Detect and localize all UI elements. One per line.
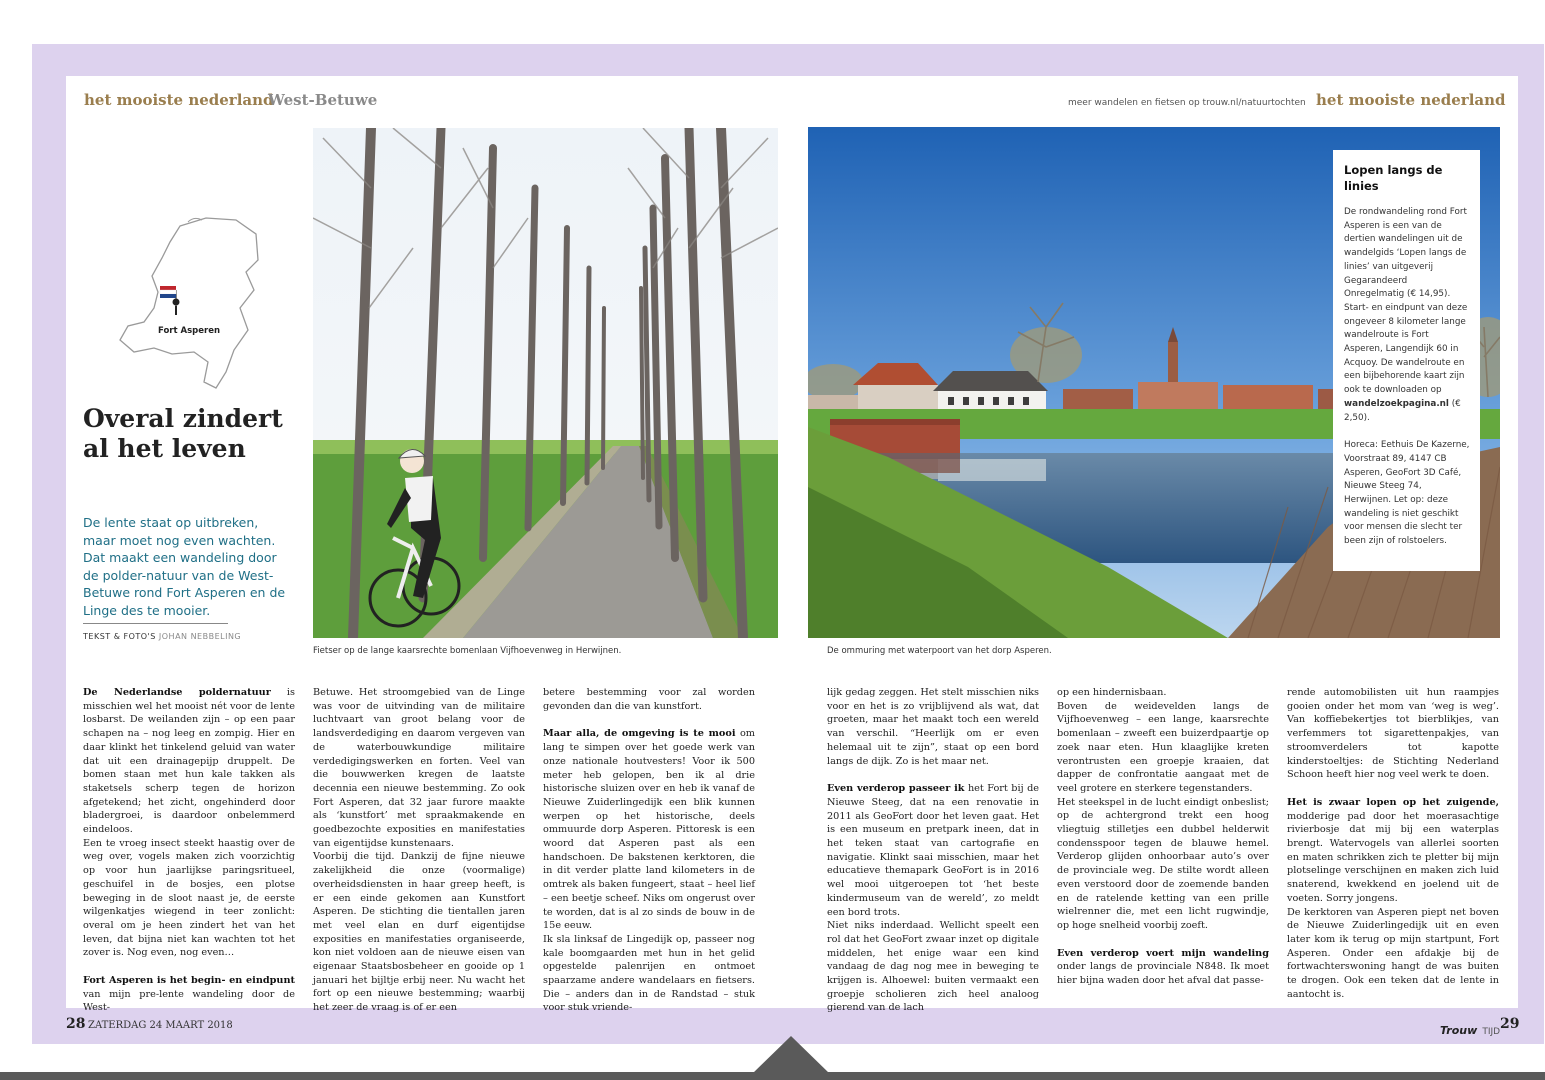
paragraph-text: het Fort bij de Nieuwe Steeg, dat na een renovatie in 2011 als GeoFort door het leven gaat. Het is een museum en pretpark ineen, dat in het teken staat van cartografie en navigatie. Klinkt saai misschien, maar het educatieve themapark GeoFort is in 2016 wel mooi uitgeroepen tot ‘het beste kindermuseum van de wereld’, zo meldt een bord trots. — [827, 783, 1039, 918]
paragraph: op een hindernisbaan. — [1057, 687, 1167, 698]
netherlands-map-icon — [108, 212, 268, 394]
cyclist-photo — [313, 128, 778, 638]
paragraph — [83, 686, 295, 837]
article-intro: De lente staat op uitbreken, maar moet nog even wachten. Dat maakt een wandeling door de polder-natuur van de West-Betuwe rond Fort Asperen en de Linge des te mooier. — [83, 515, 286, 618]
credit-label: TEKST & FOTO'S — [83, 632, 156, 641]
paragraph-text: is misschien wel het mooist nét voor de lente losbarst. De weilanden zijn – op een paar schapen na – nog leeg en zompig. Hier en daar klinkt het tinkelend geluid van water dat uit een drainagepijp druppelt. De bomen staan met hun kale takken als staketsels scherp tegen de horizon afgetekend; het zicht, ongehinderd door bladergroei, is daardoor onbelemmerd eindeloos. — [83, 687, 295, 836]
intro-divider — [83, 623, 228, 624]
paragraph: Voorbij die tijd. Dankzij de fijne nieuwe zakelijkheid die onze (voormalige) overheidsdiensten in haar greep heeft, is er een einde gekomen aan Kunstfort Asperen. De stichting die tientallen jaren met veel elan en durf eigentijdse exposities en manifestaties organiseerde, kon niet voldoen aan de nieuwe eisen van eigenaar Staatsbosbeheer en gooide op 1 januari het bijltje erbij neer. Nu wacht het fort op een nieuwe bestemming; waarbij het zeer de vraag is of er een — [313, 851, 525, 1014]
body-column-4 — [827, 686, 1039, 1015]
sidebar-paragraph-2: Horeca: Eethuis De Kazerne, Voorstraat 89, 4147 CB Asperen, GeoFort 3D Café, Nieuwe Steeg 74, Herwijnen. Let op: deze wandeling is niet geschikt voor mensen die slecht ter been zijn of rolstoelers. — [1344, 440, 1470, 547]
paragraph: De kerktoren van Asperen piept net boven de Nieuwe Zuiderlingedijk uit en even later kom ik terug op mijn startpunt, Fort Asperen. Onder een afdakje bij de fortwachterswoning hangt de was buiten te drogen. Ook een teken dat de lente in aantocht is. — [1287, 906, 1499, 1000]
page-toggle-arrow-icon[interactable] — [752, 1036, 830, 1074]
page-number-left: 28 — [66, 1016, 86, 1032]
paragraph: lijk gedag zeggen. Het stelt misschien niks voor en het is zo vrijblijvend als wat, dat groeten, maar het maakt toch een wereld van verschil. “Heerlijk om er even helemaal uit te zijn”, staat op een bord langs de dijk. Zo is het maar net. — [827, 687, 1039, 767]
paragraph: rende automobilisten uit hun raampjes gooien onder het mom van ‘weg is weg’. Van koffiebekertjes tot bierblikjes, van verfemmers tot sigarettenpakjes, van stroomverdelers tot kapotte kinderstoeltjes: de Stichting Nederland Schoon heeft hier nog veel werk te doen. — [1287, 687, 1499, 781]
paragraph — [827, 782, 1039, 919]
paragraph: betere bestemming voor zal worden gevonden dan die van kunstfort. — [543, 687, 755, 712]
body-column-5 — [1057, 686, 1269, 988]
sidebar-title: Lopen langs de linies — [1344, 163, 1443, 193]
article-credit — [83, 632, 241, 641]
caption-right: De ommuring met waterpoort van het dorp Asperen. — [827, 646, 1052, 656]
paragraph — [1287, 796, 1499, 906]
body-column-3 — [543, 686, 755, 1015]
sidebar-link[interactable]: wandelzoekpagina.nl — [1344, 398, 1449, 409]
paragraph-text: om lang te simpen over het goede werk van onze nationale houtvesters! Voor ik 500 meter heb gelopen, ben ik al drie historische sluizen over en heb ik vanaf de Nieuwe Zuiderlingedijk een blik kunnen werpen op het historische, deels ommuurde dorp Asperen. Pittoresk is een woord dat Asperen past als een handschoen. De bakstenen kerktoren, die in dit verder platte land kilometers in de omtrek als baken fungeert, staat – heel lief – een beetje scheef. Niks om ongerust over te worden, dat is al zo sinds de bouw in de 15e eeuw. — [543, 728, 755, 932]
paragraph-lead: Maar alla, de omgeving is te mooi — [543, 728, 736, 740]
paragraph-text: onder langs de provinciale N848. Ik moet hier bijna waden door het afval dat passe- — [1057, 961, 1269, 987]
caption-left: Fietser op de lange kaarsrechte bomenlaan Vijfhoevenweg in Herwijnen. — [313, 646, 622, 656]
body-column-6 — [1287, 686, 1499, 1001]
paragraph: Het steekspel in de lucht eindigt onbeslist; op de achtergrond trekt een hoog vliegtuig stilletjes een dubbel helderwit condensspoor tegen de blauwe hemel. Verderop glijden onhoorbaar auto’s over de provinciale weg. De stilte wordt alleen even verstoord door de zoemende banden en de ratelende ketting van een prille wielrenner die, met een licht rugwindje, op hoge snelheid voorbij zoeft. — [1057, 796, 1269, 931]
header-brand-right: het mooiste nederland — [1316, 91, 1506, 109]
paragraph-lead: De Nederlandse poldernatuur — [83, 687, 271, 698]
sidebar-p1-text: De rondwandeling rond Fort Asperen is een van de dertien wandelingen uit de wandelgids ‘Lopen langs de linies’ van uitgeverij Gegarandeerd Onregelmatig (€ 14,95). Start- en eindpunt van deze ongeveer 8 kilometer lange wandelroute is Fort Asperen, Langendijk 60 in Acquoy. De wandelroute en een bijbehorende kaart zijn ook te downloaden op — [1344, 207, 1468, 396]
paragraph-text: modderige pad door het moerasachtige rivierbosje dat mij bij een waterplas brengt. Watervogels van allerlei soorten en maten schrikken zich te pletter bij mijn plotselinge verschijnen en maken zich luid snaterend, kwekkend en joelend uit de voeten. Sorry jongens. — [1287, 810, 1499, 904]
issue-date: ZATERDAG 24 MAART 2018 — [88, 1020, 233, 1031]
map-label: Fort Asperen — [158, 326, 221, 336]
paragraph-lead: Even verderop passeer ik — [827, 783, 965, 795]
article-headline: Overal zindert al het leven — [83, 404, 283, 463]
trouw-logo: Trouw — [1440, 1024, 1478, 1037]
footer-brand — [1440, 1019, 1500, 1038]
paragraph-lead: Fort Asperen is het begin- en eindpunt — [83, 975, 295, 987]
paragraph — [83, 974, 295, 1015]
paragraph: Een te vroeg insect steekt haastig over de weg over, vogels maken zich voorzichtig op voor hun jaarlijkse paringsritueel, geschuifel in de bosjes, een plotse beweging in de sloot naast je, de eerste wilgenkatjes wiegend in teer zonlicht: overal om je heen zindert het van het leven, dat bijna niet kan wachten tot het zover is. Nog even, nog even… — [83, 837, 295, 959]
credit-name: JOHAN NEBBELING — [158, 632, 242, 641]
sidebar-text — [1344, 206, 1470, 549]
paragraph-lead: Het is zwaar lopen op het zuigende, — [1287, 796, 1499, 808]
header-link[interactable]: meer wandelen en fietsen op trouw.nl/natuurtochten — [1068, 98, 1306, 108]
paragraph: Ik sla linksaf de Lingedijk op, passeer nog kale boomgaarden met hun in het gelid opgestelde palenrijen en ontmoet spaarzame andere wandelaars en fietsers. Die – anders dan in de Randstad – stuk voor stuk vriende- — [543, 933, 755, 1014]
paragraph — [1057, 947, 1269, 988]
sidebar-p1-price: (€ 2,50). — [1344, 398, 1461, 423]
sidebar-paragraph-1 — [1344, 206, 1470, 425]
body-column-1 — [83, 686, 295, 1015]
viewer-toolbar — [0, 1072, 1545, 1080]
paragraph-text: van mijn pre-lente wandeling door de West- — [83, 988, 295, 1014]
paragraph-lead: Even verderop voert mijn wandeling — [1057, 947, 1269, 959]
paragraph: Betuwe. Het stroomgebied van de Linge was voor de uitvinding van de militaire luchtvaart van groot belang voor de landsverdediging en daarom vergeven van de waterbouwkundige militaire verdedigingswerken en forten. Veel van die bouwwerken kregen de laatste decennia een nieuwe bestemming. Zo ook Fort Asperen, dat 32 jaar furore maakte als ‘kunstfort’ met spraakmakende en goedbezochte exposities en manifestaties van eigentijdse kunstenaars. — [313, 687, 525, 849]
section-name: TIJD — [1482, 1027, 1501, 1037]
paragraph — [543, 727, 755, 933]
paragraph: Niet niks inderdaad. Wellicht speelt een rol dat het GeoFort zwaar inzet op digitale middelen, het enige waar een kind vandaag de dag nog mee in beweging te krijgen is. Alhoewel: buiten vermaakt een groepje scholieren zich heel analoog gierend van de lach — [827, 920, 1039, 1014]
header-region: West-Betuwe — [268, 91, 378, 109]
info-sidebar — [1333, 150, 1480, 571]
body-column-2 — [313, 686, 525, 1015]
page-number-right: 29 — [1500, 1016, 1520, 1032]
paragraph: Boven de weidevelden langs de Vijfhoevenweg – een lange, kaarsrechte bomenlaan – zweeft een buizerdpaartje op zoek naar eten. Hun klaaglijke kreten verontrusten een groepje kraaien, dat dapper de confrontatie aangaat met de veel grotere en sterkere tegenstanders. — [1057, 700, 1269, 794]
header-brand-left: het mooiste nederland — [84, 91, 274, 109]
